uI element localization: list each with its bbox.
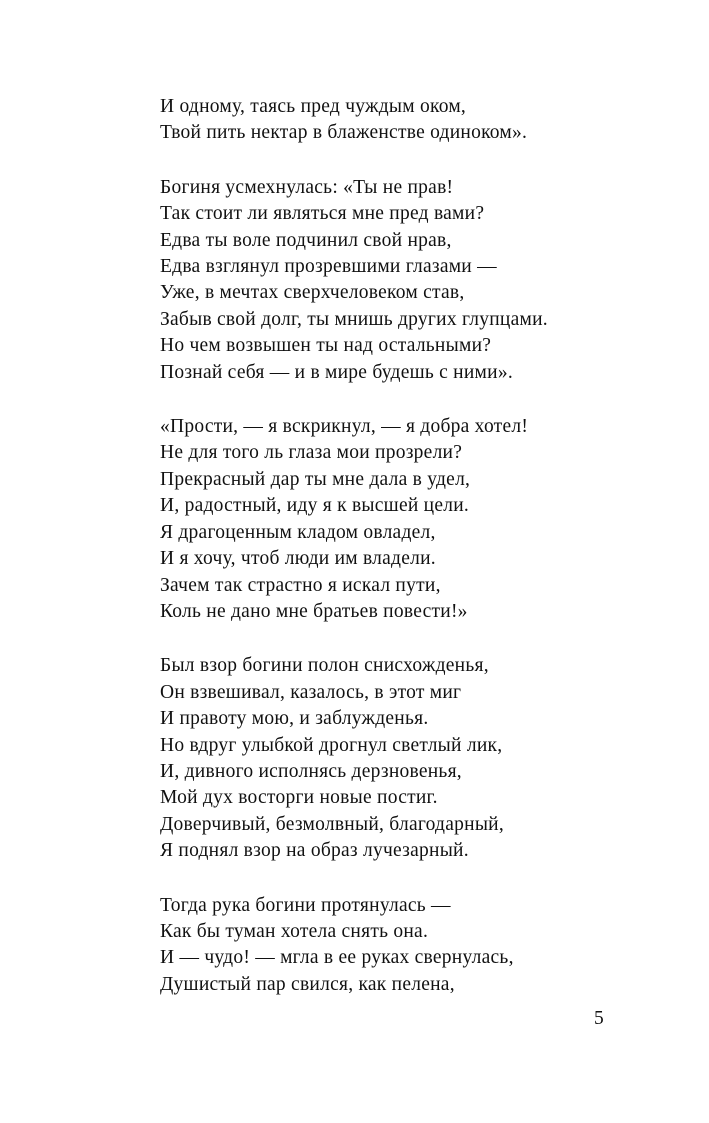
stanza-2 <box>160 175 660 386</box>
poem-line: Твой пить нектар в блаженстве одиноком». <box>160 122 528 144</box>
poem-line: Как бы туман хотела снять она. <box>160 920 429 942</box>
poem-line: Я поднял взор на образ лучезарный. <box>160 840 469 862</box>
poem-line: Зачем так страстно я искал пути, <box>160 574 441 596</box>
poem-line: Доверчивый, безмолвный, благодарный, <box>160 813 504 835</box>
stanza-4 <box>160 653 660 864</box>
poem-line: Я драгоценным кладом овладел, <box>160 521 436 543</box>
poem-line: Коль не дано мне братьев повести!» <box>160 600 468 622</box>
stanza-3 <box>160 414 660 625</box>
poem-line: Едва ты воле подчинил свой нрав, <box>160 229 452 251</box>
poem-text <box>160 94 660 1026</box>
poem-line: Душистый пар свился, как пелена, <box>160 973 455 995</box>
stanza-5 <box>160 893 660 999</box>
stanza-1 <box>160 94 660 147</box>
poem-line: Но чем возвышен ты над остальными? <box>160 335 492 357</box>
page-number: 5 <box>594 1008 604 1029</box>
poem-line: Был взор богини полон снисхожденья, <box>160 655 489 677</box>
poem-line: Познай себя — и в мире будешь с ними». <box>160 361 513 383</box>
poem-line: Он взвешивал, казалось, в этот миг <box>160 681 462 703</box>
poem-line: Так стоит ли являться мне пред вами? <box>160 203 485 225</box>
poem-line: «Прости, — я вскрикнул, — я добра хотел! <box>160 416 529 438</box>
poem-line: И — чудо! — мгла в ее руках свернулась, <box>160 947 514 969</box>
poem-line: И я хочу, чтоб люди им владели. <box>160 548 436 570</box>
poem-line: Мой дух восторги новые постиг. <box>160 787 438 809</box>
poem-line: И одному, таясь пред чуждым оком, <box>160 96 467 117</box>
poem-line: Но вдруг улыбкой дрогнул светлый лик, <box>160 734 503 756</box>
poem-line: И правоту мою, и заблужденья. <box>160 708 429 730</box>
poem-line: И, радостный, иду я к высшей цели. <box>160 495 470 517</box>
poem-line: Едва взглянул прозревшими глазами — <box>160 256 497 278</box>
poem-line: Богиня усмехнулась: «Ты не прав! <box>160 176 454 198</box>
poem-line: Уже, в мечтах сверхчеловеком став, <box>160 282 465 304</box>
poem-line: И, дивного исполнясь дерзновенья, <box>160 760 462 782</box>
poem-line: Тогда рука богини протянулась — <box>160 894 451 916</box>
poem-line: Прекрасный дар ты мне дала в удел, <box>160 468 471 490</box>
poem-line: Не для того ль глаза мои прозрели? <box>160 442 463 464</box>
poem-line: Забыв свой долг, ты мнишь других глупцами. <box>160 308 548 330</box>
